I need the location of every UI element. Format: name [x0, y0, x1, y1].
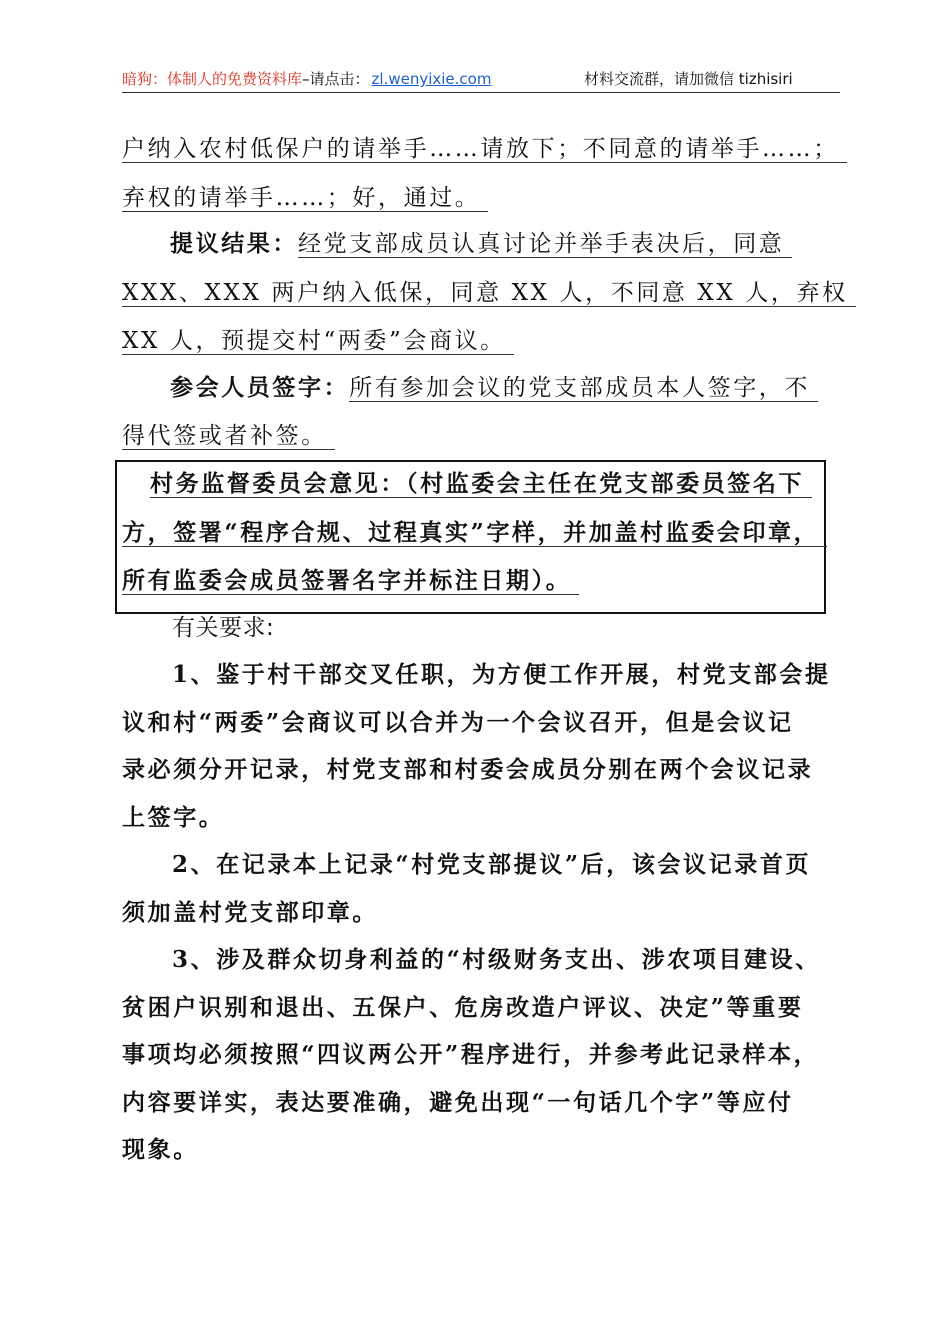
signature-label: 参会人员签字：	[170, 374, 350, 401]
requirement-line: 1、鉴于村干部交叉任职，为方便工作开展，村党支部会提	[172, 661, 831, 688]
header-contact: 材料交流群，请加微信 tizhisiri	[584, 70, 793, 88]
header-link[interactable]: zl.wenyixie.com	[371, 70, 492, 88]
vote-line-1: 户纳入农村低保户的请举手……请放下；不同意的请举手……；	[122, 134, 847, 166]
proposal-result-line-2: XXX、XXX 两户纳入低保，同意 XX 人，不同意 XX 人，弃权	[122, 278, 856, 310]
requirement-line: 须加盖村党支部印章。	[122, 899, 378, 926]
requirements-title: 有关要求:	[172, 615, 275, 641]
proposal-result-label: 提议结果：	[170, 230, 298, 257]
requirement-line: 议和村“两委”会商议可以合并为一个会议召开，但是会议记	[122, 709, 794, 736]
requirement-line: 事项均必须按照“四议两公开”程序进行，并参考此记录样本，	[122, 1041, 820, 1068]
requirement-line: 3、涉及群众切身利益的“村级财务支出、涉农项目建设、	[172, 946, 821, 973]
header-site-name: 暗狗：体制人的免费资料库	[122, 70, 303, 88]
signature-line-2: 得代签或者补签。	[122, 421, 335, 453]
requirement-line: 内容要详实，表达要准确，避免出现“一句话几个字”等应付	[122, 1089, 794, 1116]
page-header	[122, 66, 840, 93]
requirement-line: 现象。	[122, 1136, 199, 1163]
requirement-line: 贫困户识别和退出、五保户、危房改造户评议、决定”等重要	[122, 994, 804, 1021]
proposal-result-line-1: 提议结果：经党支部成员认真讨论并举手表决后，同意	[170, 229, 792, 261]
vote-line-2: 弃权的请举手……；好，通过。	[122, 183, 488, 215]
requirement-line: 上签字。	[122, 804, 225, 831]
proposal-result-line-3: XX 人，预提交村“两委”会商议。	[122, 326, 514, 358]
header-prompt: –请点击：	[302, 70, 370, 88]
requirement-line: 2、在记录本上记录“村党支部提议”后，该会议记录首页	[172, 851, 812, 878]
requirement-line: 录必须分开记录，村党支部和村委会成员分别在两个会议记录	[122, 756, 814, 783]
signature-line-1: 参会人员签字：所有参加会议的党支部成员本人签字，不	[170, 373, 818, 405]
supervision-line-3: 所有监委会成员签署名字并标注日期）。	[122, 566, 579, 598]
supervision-line-1: 村务监督委员会意见：（村监委会主任在党支部委员签名下	[150, 469, 812, 501]
supervision-line-2: 方，签署“程序合规、过程真实”字样，并加盖村监委会印章，	[122, 518, 827, 550]
